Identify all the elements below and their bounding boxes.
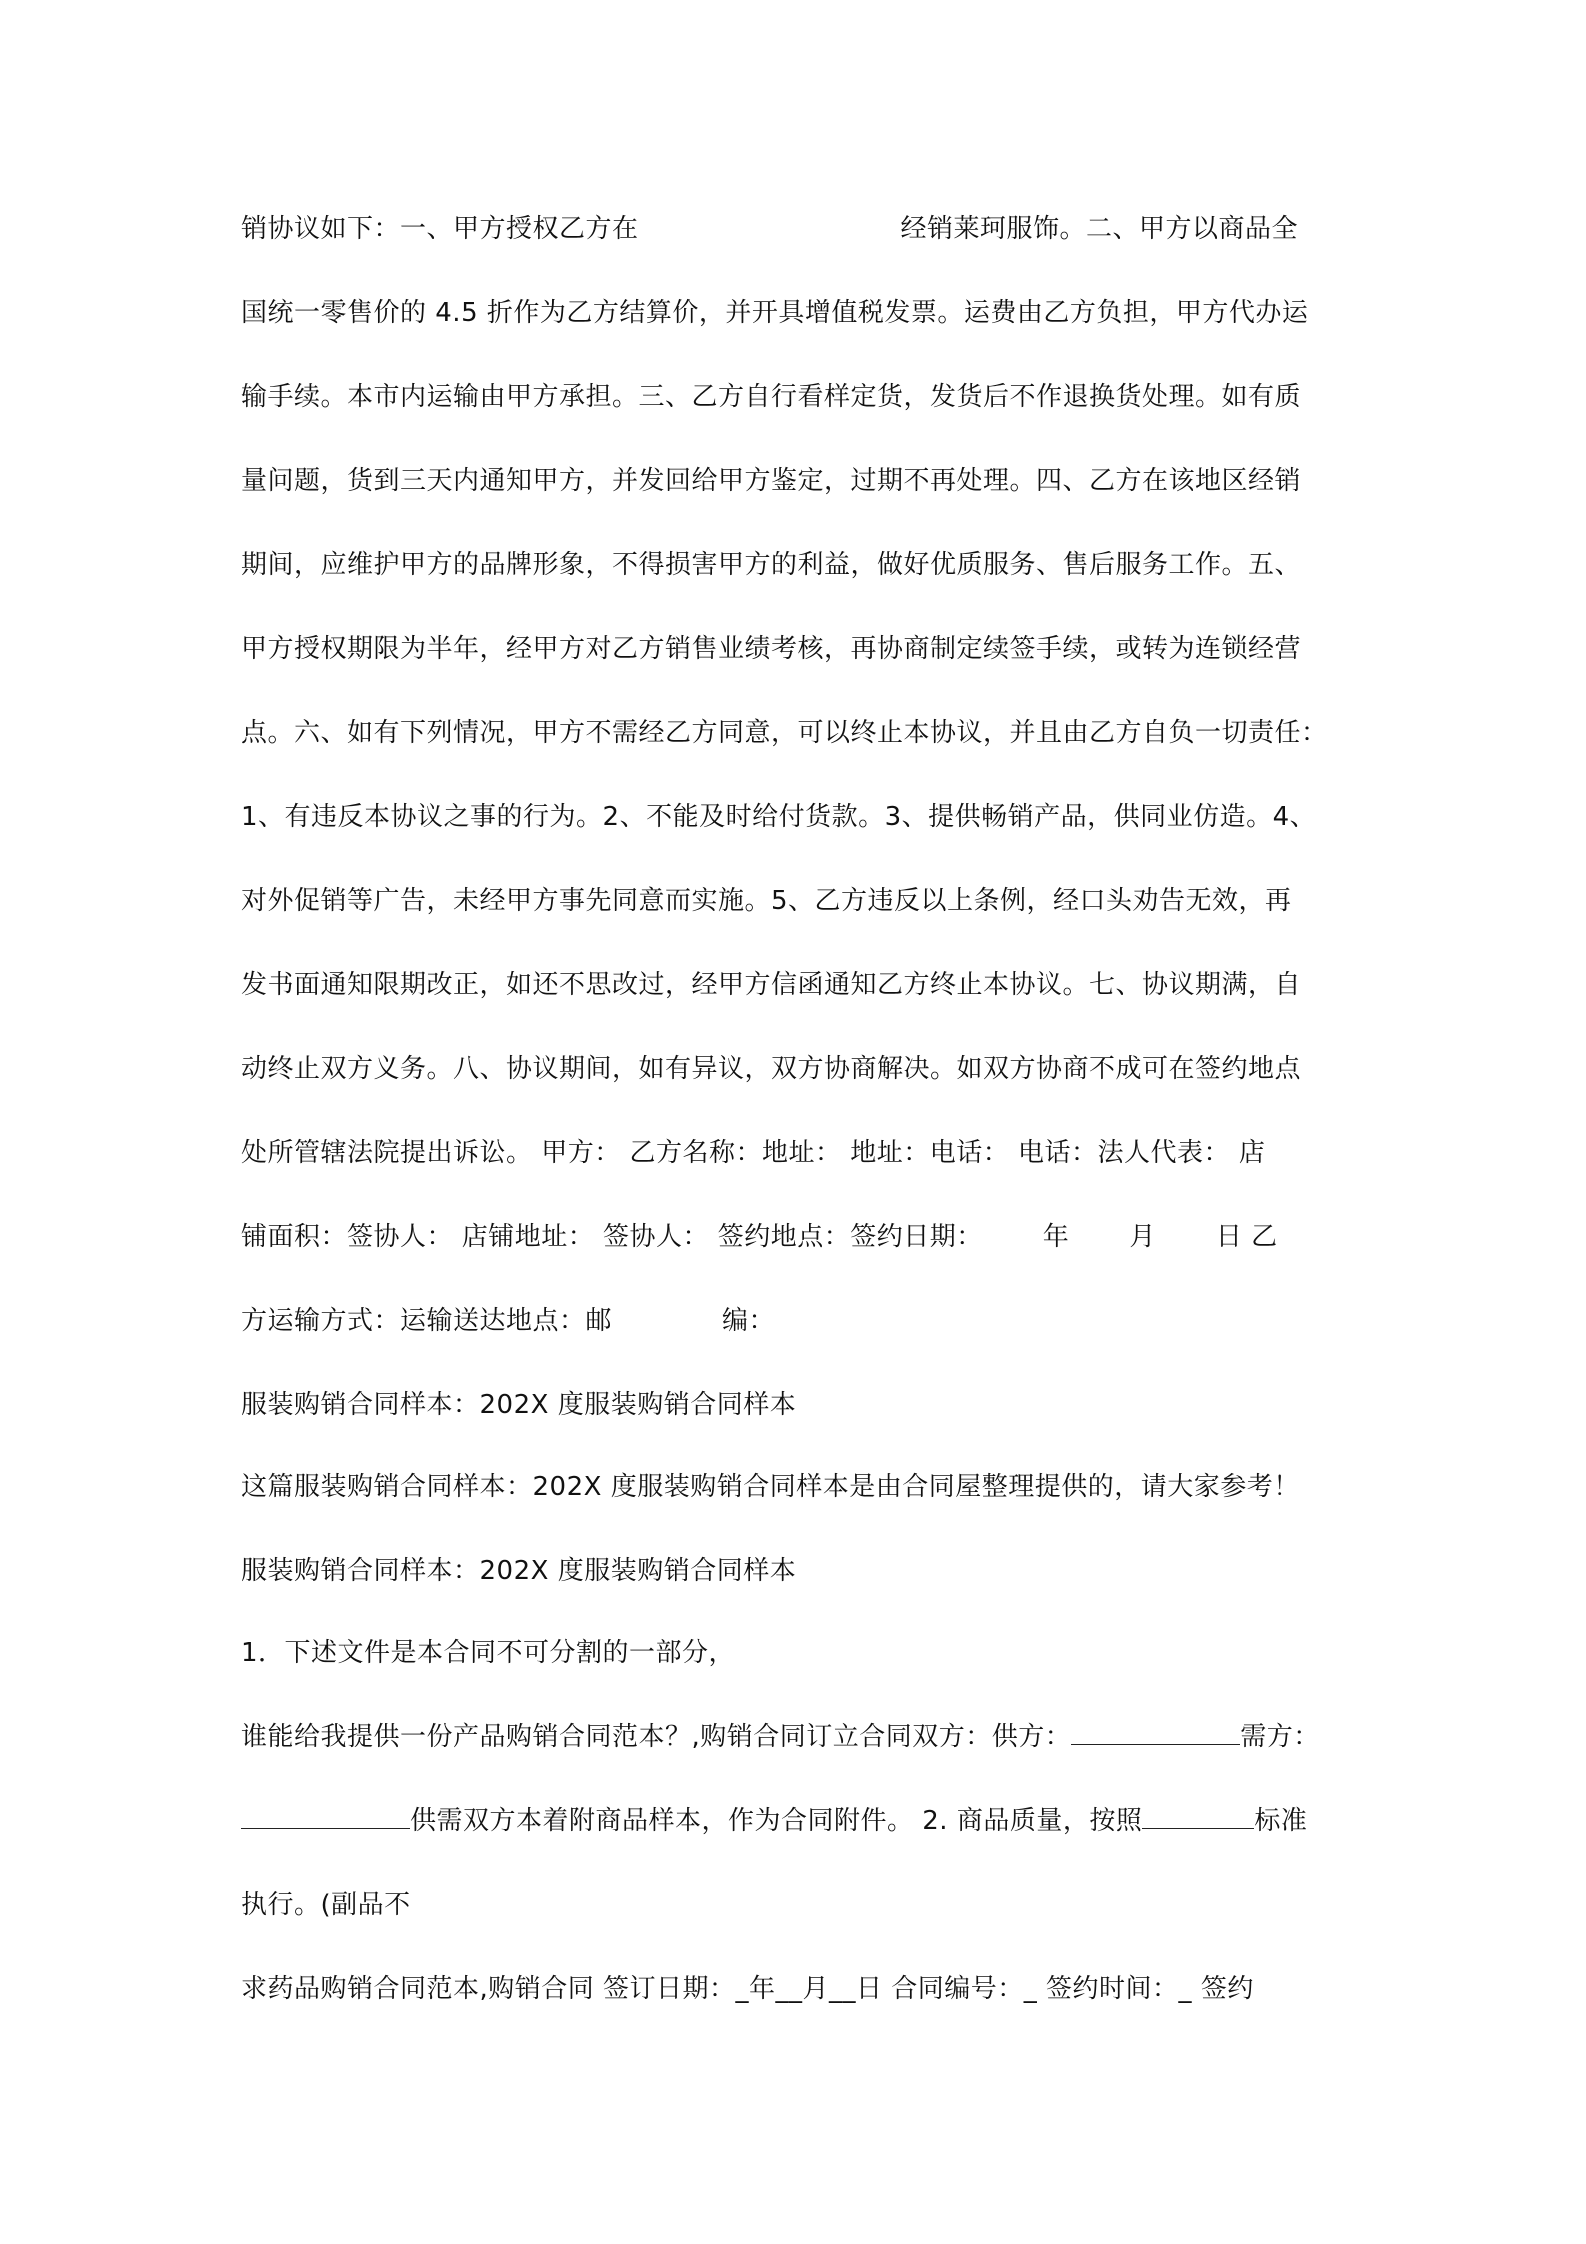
paragraph-line: 期间，应维护甲方的品牌形象，不得损害甲方的利益，做好优质服务、售后服务工作。五、 <box>241 550 1302 580</box>
paragraph-line: 1、有违反本协议之事的行为。2、不能及时给付货款。3、提供畅销产品，供同业仿造。4、 <box>241 802 1317 832</box>
buyer-blank-line <box>241 1804 410 1829</box>
text-segment: 需方： <box>1240 1722 1320 1752</box>
date-month-label: 月 <box>1129 1222 1156 1252</box>
text-segment: 编： <box>722 1306 776 1336</box>
section-title: 服装购销合同样本：202X 度服装购销合同样本 <box>241 1556 797 1586</box>
date-year-label: 年 <box>1042 1222 1070 1252</box>
text-segment: 方运输方式：运输送达地点：邮 <box>241 1306 613 1336</box>
paragraph-line: 求药品购销合同范本,购销合同 签订日期：_年__月__日 合同编号：_ 签约时间：_ 签约 <box>241 1974 1254 2004</box>
supplier-blank-line <box>1071 1720 1240 1745</box>
paragraph-line: 这篇服装购销合同样本：202X 度服装购销合同样本是由合同屋整理提供的，请大家参考！ <box>241 1472 1300 1502</box>
paragraph-line: 国统一零售价的 4.5 折作为乙方结算价，并开具增值税发票。运费由乙方负担，甲方代办运 <box>241 298 1309 328</box>
paragraph-line <box>241 212 1361 246</box>
text-segment: 供需双方本着附商品样本，作为合同附件。 2. 商品质量，按照 <box>410 1806 1143 1836</box>
paragraph-line <box>241 1220 1361 1254</box>
paragraph-line: 发书面通知限期改正，如还不思改过，经甲方信函通知乙方终止本协议。七、协议期满，自 <box>241 970 1302 1000</box>
paragraph-line: 甲方授权期限为半年，经甲方对乙方销售业绩考核，再协商制定续签手续，或转为连锁经营 <box>241 634 1302 664</box>
paragraph-line: 量问题，货到三天内通知甲方，并发回给甲方鉴定，过期不再处理。四、乙方在该地区经销 <box>241 466 1302 496</box>
section-title: 服装购销合同样本：202X 度服装购销合同样本 <box>241 1390 797 1420</box>
text-segment: 标准 <box>1254 1806 1308 1836</box>
paragraph-line: 动终止双方义务。八、协议期间，如有异议，双方协商解决。如双方协商不成可在签约地点 <box>241 1054 1302 1084</box>
text-segment: 经销莱珂服饰。二、甲方以商品全 <box>900 214 1299 244</box>
paragraph-line: 1．下述文件是本合同不可分割的一部分， <box>241 1638 736 1668</box>
paragraph-line <box>241 1804 1361 1838</box>
paragraph-line <box>241 1304 1361 1338</box>
paragraph-line <box>241 1720 1361 1754</box>
standard-blank-line <box>1142 1804 1254 1829</box>
paragraph-line: 处所管辖法院提出诉讼。 甲方： 乙方名称：地址： 地址：电话： 电话：法人代表： 店 <box>241 1138 1266 1168</box>
paragraph-line: 点。六、如有下列情况，甲方不需经乙方同意，可以终止本协议，并且由乙方自负一切责任： <box>241 718 1328 748</box>
paragraph-line: 执行。(副品不 <box>241 1890 411 1920</box>
paragraph-line: 对外促销等广告，未经甲方事先同意而实施。5、乙方违反以上条例，经口头劝告无效，再 <box>241 886 1292 916</box>
text-segment: 谁能给我提供一份产品购销合同范本？,购销合同订立合同双方：供方： <box>241 1722 1072 1752</box>
text-segment: 销协议如下：一、甲方授权乙方在 <box>241 214 639 244</box>
text-segment: 铺面积：签协人： 店铺地址： 签协人： 签约地点：签约日期： <box>241 1222 983 1252</box>
date-day-label: 日 乙 <box>1215 1222 1278 1252</box>
paragraph-line: 输手续。本市内运输由甲方承担。三、乙方自行看样定货，发货后不作退换货处理。如有质 <box>241 382 1302 412</box>
